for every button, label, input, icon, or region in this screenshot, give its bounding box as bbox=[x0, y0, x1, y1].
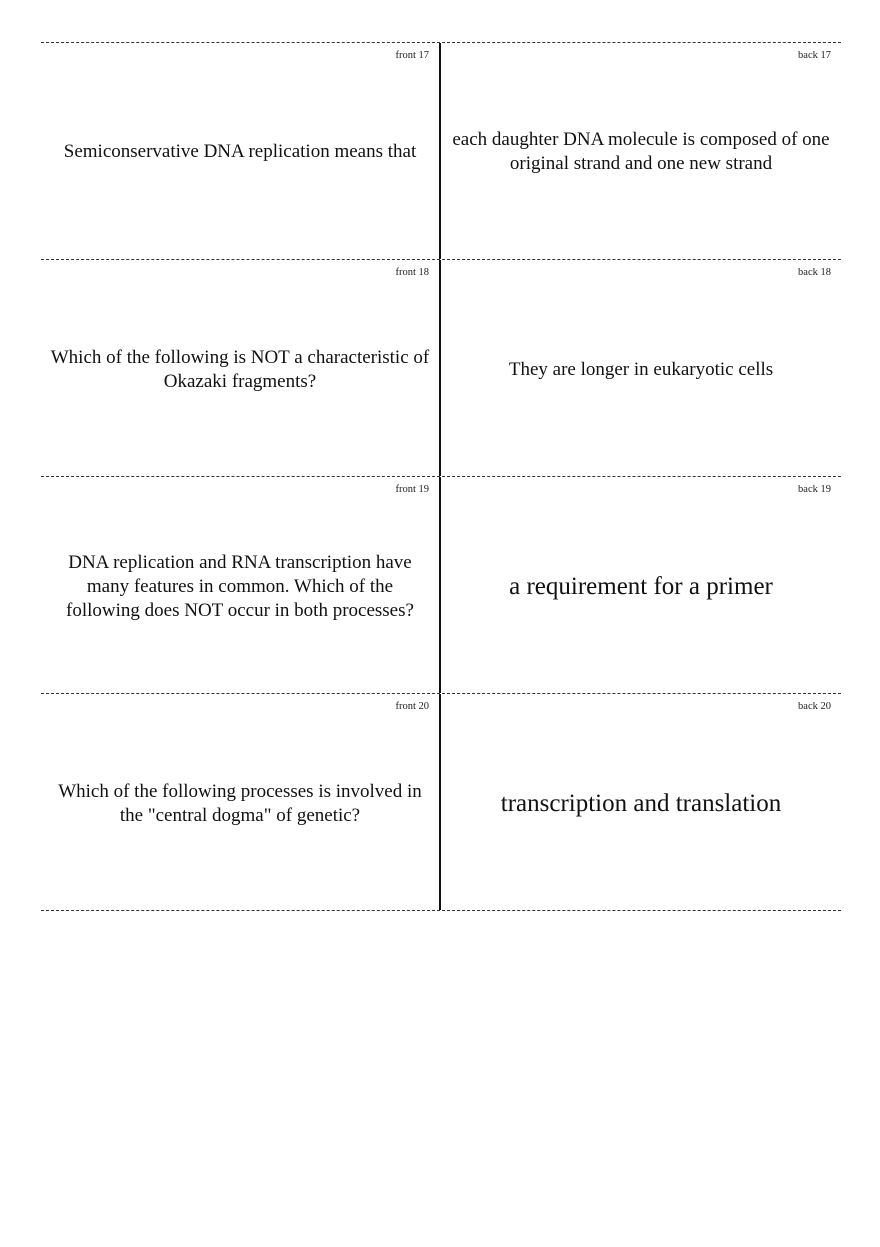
card-front-label: front 17 bbox=[395, 50, 429, 61]
card-back-text-container bbox=[441, 43, 841, 259]
card-front-18 bbox=[41, 260, 441, 476]
card-back-text: a requirement for a primer bbox=[509, 573, 773, 600]
card-front-17 bbox=[41, 43, 441, 259]
card-front-text-container bbox=[41, 260, 439, 476]
card-front-19 bbox=[41, 477, 441, 693]
card-back-text-container bbox=[441, 260, 841, 476]
card-front-20 bbox=[41, 694, 441, 910]
card-back-label: back 17 bbox=[798, 50, 831, 61]
card-row-19 bbox=[41, 476, 841, 693]
card-back-text: each daughter DNA molecule is composed of one original strand and one new strand bbox=[452, 129, 830, 174]
card-back-text-container bbox=[441, 477, 841, 693]
card-front-text: Which of the following processes is involved in the "central dogma" of genetic? bbox=[58, 781, 422, 826]
card-front-text: Which of the following is NOT a characteristic of Okazaki fragments? bbox=[50, 347, 430, 392]
card-back-text: transcription and translation bbox=[500, 790, 782, 817]
card-back-text: They are longer in eukaryotic cells bbox=[508, 359, 774, 380]
card-back-text-container bbox=[441, 694, 841, 910]
flashcard-sheet bbox=[41, 42, 841, 911]
card-front-text-container bbox=[41, 694, 439, 910]
card-back-20 bbox=[441, 694, 841, 910]
card-front-text: DNA replication and RNA transcription have many features in common. Which of the following does NOT occur in both processes? bbox=[66, 552, 414, 621]
card-front-text: Semiconservative DNA replication means that bbox=[63, 141, 417, 162]
card-back-label: back 19 bbox=[798, 484, 831, 495]
card-front-label: front 20 bbox=[395, 701, 429, 712]
card-front-label: front 18 bbox=[395, 267, 429, 278]
card-back-label: back 20 bbox=[798, 701, 831, 712]
card-row-20 bbox=[41, 693, 841, 911]
card-back-18 bbox=[441, 260, 841, 476]
card-front-text-container bbox=[41, 477, 439, 693]
card-row-17 bbox=[41, 42, 841, 259]
card-row-18 bbox=[41, 259, 841, 476]
card-front-label: front 19 bbox=[395, 484, 429, 495]
card-back-17 bbox=[441, 43, 841, 259]
card-back-label: back 18 bbox=[798, 267, 831, 278]
card-front-text-container bbox=[41, 43, 439, 259]
card-back-19 bbox=[441, 477, 841, 693]
